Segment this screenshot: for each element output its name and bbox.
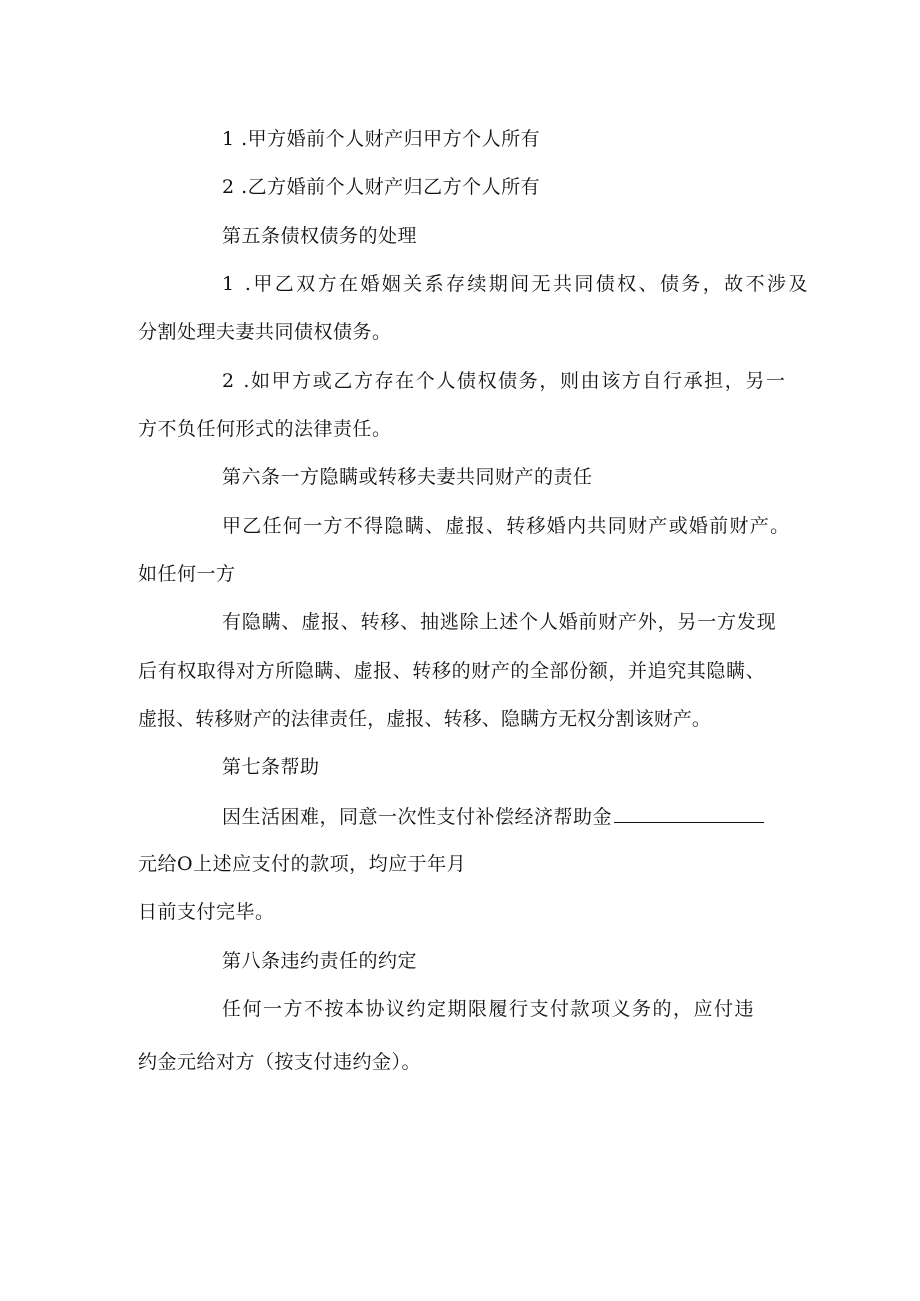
- clause-7-paragraph-line-2: 元给O上述应支付的款项，均应于年月: [138, 853, 467, 875]
- clause-7-paragraph-line-1: [222, 804, 764, 829]
- clause-6-paragraph-line-2: 如任何一方: [138, 563, 236, 585]
- clause-8-heading: 第八条违约责任的约定: [222, 950, 418, 972]
- clause-6-paragraph-line-1: 甲乙任何一方不得隐瞒、虚报、转移婚内共同财产或婚前财产。: [222, 515, 791, 537]
- clause-5-item-2-line-1: 2 .如甲方或乙方存在个人债权债务，则由该方自行承担，另一: [222, 370, 787, 392]
- clause-4-item-1: 1 .甲方婚前个人财产归甲方个人所有: [222, 128, 541, 150]
- clause-5-heading: 第五条债权债务的处理: [222, 225, 418, 247]
- clause-5-item-2-line-2: 方不负任何形式的法律责任。: [138, 418, 392, 440]
- clause-6-paragraph-line-5: 虚报、转移财产的法律责任，虚报、转移、隐瞒方无权分割该财产。: [138, 708, 712, 730]
- clause-6-paragraph-line-4: 后有权取得对方所隐瞒、虚报、转移的财产的全部份额，并追究其隐瞒、: [138, 660, 766, 682]
- amount-blank: [614, 804, 764, 823]
- clause-5-item-1-line-1: 1 .甲乙双方在婚姻关系存续期间无共同债权、债务，故不涉及: [222, 273, 810, 295]
- clause-8-paragraph-line-2: 约金元给对方（按支付违约金）。: [138, 1051, 422, 1073]
- clause-6-heading: 第六条一方隐瞒或转移夫妻共同财产的责任: [222, 466, 593, 488]
- clause-7-paragraph-line-3: 日前支付完毕。: [138, 901, 275, 923]
- clause-7-heading: 第七条帮助: [222, 756, 320, 778]
- clause-6-paragraph-line-3: 有隐瞒、虚报、转移、抽逃除上述个人婚前财产外，另一方发现: [222, 611, 777, 633]
- clause-4-item-2: 2 .乙方婚前个人财产归乙方个人所有: [222, 176, 541, 198]
- clause-8-paragraph-line-1: 任何一方不按本协议约定期限履行支付款项义务的，应付违: [222, 998, 756, 1020]
- clause-7-paragraph-text: 因生活困难，同意一次性支付补偿经济帮助金: [222, 806, 613, 828]
- clause-5-item-1-line-2: 分割处理夫妻共同债权债务。: [138, 321, 392, 343]
